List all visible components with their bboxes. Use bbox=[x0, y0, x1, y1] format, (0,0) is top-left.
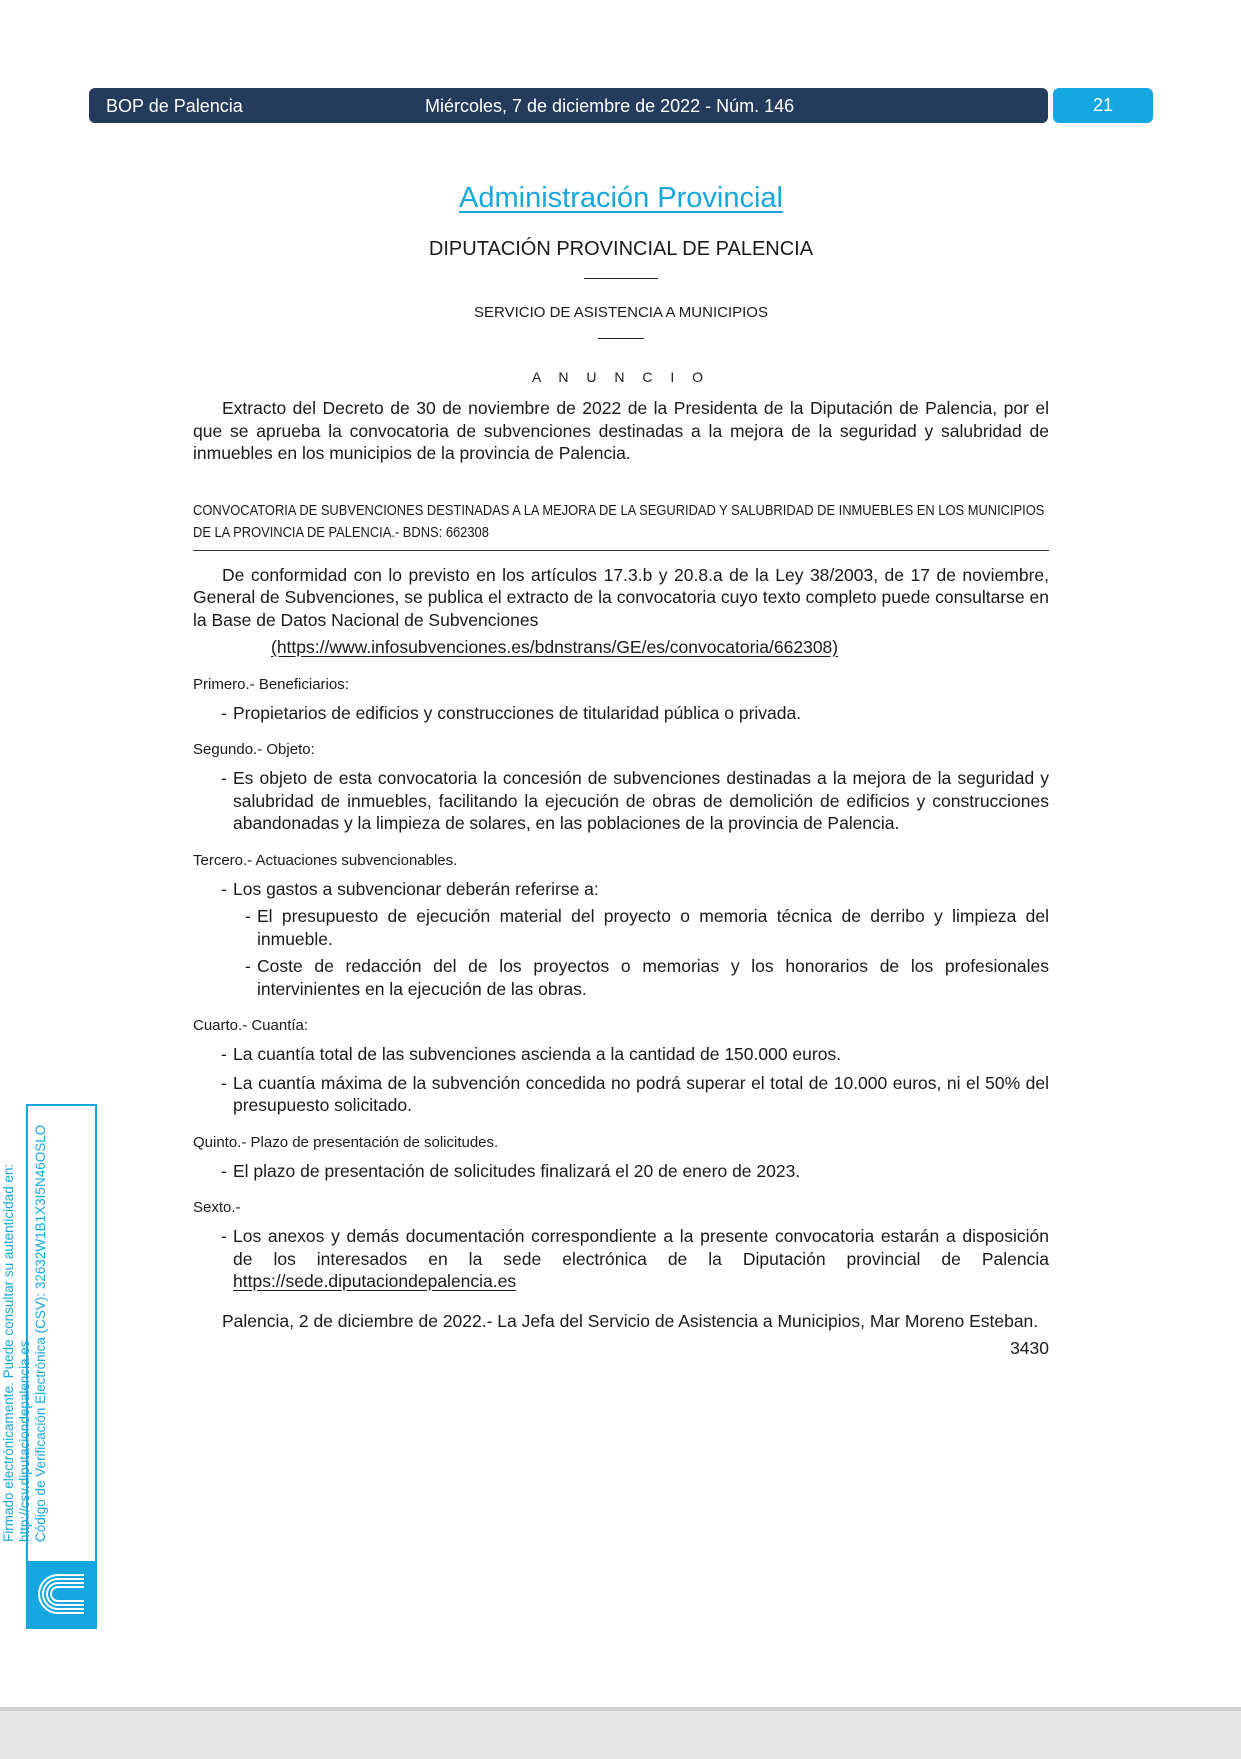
section-segundo-title: Segundo.- Objeto: bbox=[193, 741, 315, 758]
stamp-line: Firmado electrónicamente. Puede consultar su autenticidad en: bbox=[1, 1163, 16, 1542]
stamp-text bbox=[1, 1122, 49, 1542]
bullet-dash: - bbox=[221, 878, 227, 899]
list-item: - La cuantía máxima de la subvención concedida no podrá superar el total de 10.000 euros, ni el 50% del presupuesto solicitado. bbox=[221, 1072, 1049, 1115]
section-title-link[interactable]: Administración Provincial bbox=[459, 182, 783, 214]
publication-name: BOP de Palencia bbox=[106, 96, 243, 116]
notice-label: A N U N C I O bbox=[531, 369, 711, 385]
bullet-dash: - bbox=[221, 1226, 227, 1246]
issue-date: Miércoles, 7 de diciembre de 2022 - Núm. 146 bbox=[425, 96, 795, 116]
sede-link[interactable]: https://sede.diputaciondepalencia.es bbox=[233, 1271, 517, 1291]
list-item: - Los gastos a subvencionar deberán referirse a: bbox=[221, 878, 599, 899]
section-primero-title: Primero.- Beneficiarios: bbox=[193, 675, 349, 693]
stamp-line: Código de Verificación Electrónica (CSV): 32632W1B1X3I5N46OSLO bbox=[33, 1124, 48, 1542]
header-bar bbox=[89, 88, 1048, 123]
separator-line bbox=[598, 338, 644, 339]
separator-line bbox=[584, 278, 658, 279]
closing-paragraph: Palencia, 2 de diciembre de 2022.- La Jefa del Servicio de Asistencia a Municipios, Mar Moreno Esteban. bbox=[222, 1310, 1039, 1331]
section-tercero-title: Tercero.- Actuaciones subvencionables. bbox=[193, 851, 458, 869]
footer-band bbox=[0, 1707, 1241, 1759]
convocatoria-heading: CONVOCATORIA DE SUBVENCIONES DESTINADAS A LA MEJORA DE LA SEGURIDAD Y SALUBRIDAD DE INMUEBLES EN LOS MUNICIPIOS DE LA PROVINCIA DE PALENCIA.- BDNS: 662308 bbox=[193, 501, 1045, 541]
service-title: SERVICIO DE ASISTENCIA A MUNICIPIOS bbox=[474, 304, 768, 321]
document-body bbox=[193, 176, 1049, 1359]
bullet-dash: - bbox=[221, 1160, 227, 1181]
heading-rule bbox=[193, 550, 1049, 551]
reference-number: 3430 bbox=[1010, 1338, 1049, 1358]
bullet-dash: - bbox=[245, 956, 251, 976]
list-item: - El plazo de presentación de solicitudes finalizará el 20 de enero de 2023. bbox=[221, 1160, 801, 1181]
bullet-dash: - bbox=[221, 1044, 227, 1064]
section-sexto-title: Sexto.- bbox=[193, 1199, 241, 1216]
section-cuarto-title: Cuarto.- Cuantía: bbox=[193, 1017, 309, 1034]
organization-title: DIPUTACIÓN PROVINCIAL DE PALENCIA bbox=[428, 238, 814, 260]
bullet-dash: - bbox=[221, 768, 227, 788]
bullet-dash: - bbox=[245, 906, 251, 926]
intro-paragraph: Extracto del Decreto de 30 de noviembre de 2022 de la Presidenta de la Diputación de Palencia, por el que se aprueba la convocatoria de subvenciones destinadas a la mejora de la seguridad y salubridad de inmuebles en los municipios de la provincia de Palencia. bbox=[193, 398, 1049, 463]
list-item: - Los anexos y demás documentación correspondiente a la presente convocatoria estarán a disposición de los interesados en la sede electrónica de la Diputación provincial de Palencia https://sede.diputaciondepalencia.es bbox=[221, 1226, 1049, 1291]
bullet-dash: - bbox=[221, 702, 227, 723]
stamp-link[interactable]: http://csv.diputaciondepalencia.es bbox=[17, 1340, 32, 1542]
sub-list-item: - Coste de redacción del de los proyectos o memorias y los honorarios de los profesionales intervinientes en la ejecución de las obras. bbox=[245, 956, 1049, 999]
sub-list-item: - El presupuesto de ejecución material del proyecto o memoria técnica de derribo y limpieza del inmueble. bbox=[245, 906, 1049, 949]
list-item: - Propietarios de edificios y construcciones de titularidad pública o privada. bbox=[221, 702, 802, 723]
signature-stamp bbox=[1, 1104, 97, 1629]
list-item: - La cuantía total de las subvenciones ascienda a la cantidad de 150.000 euros. bbox=[221, 1044, 842, 1064]
page-number: 21 bbox=[1053, 88, 1153, 123]
legal-paragraph: De conformidad con lo previsto en los artículos 17.3.b y 20.8.a de la Ley 38/2003, de 17 de noviembre, General de Subvenciones, se publica el extracto de la convocatoria cuyo texto completo puede consultarse en la Base de Datos Nacional de Subvenciones bbox=[193, 564, 1049, 630]
section-quinto-title: Quinto.- Plazo de presentación de solicitudes. bbox=[193, 1133, 499, 1151]
bullet-dash: - bbox=[221, 1072, 227, 1093]
list-item: - Es objeto de esta convocatoria la concesión de subvenciones destinadas a la mejora de la seguridad y salubridad de inmuebles, facilitando la ejecución de obras de demolición de edificios y construcciones abandonadas y la limpieza de solares, en las poblaciones de la provincia de Palencia. bbox=[221, 768, 1049, 833]
diputacion-logo-icon bbox=[28, 1561, 95, 1627]
bdns-link[interactable]: (https://www.infosubvenciones.es/bdnstrans/GE/es/convocatoria/662308) bbox=[271, 637, 839, 657]
